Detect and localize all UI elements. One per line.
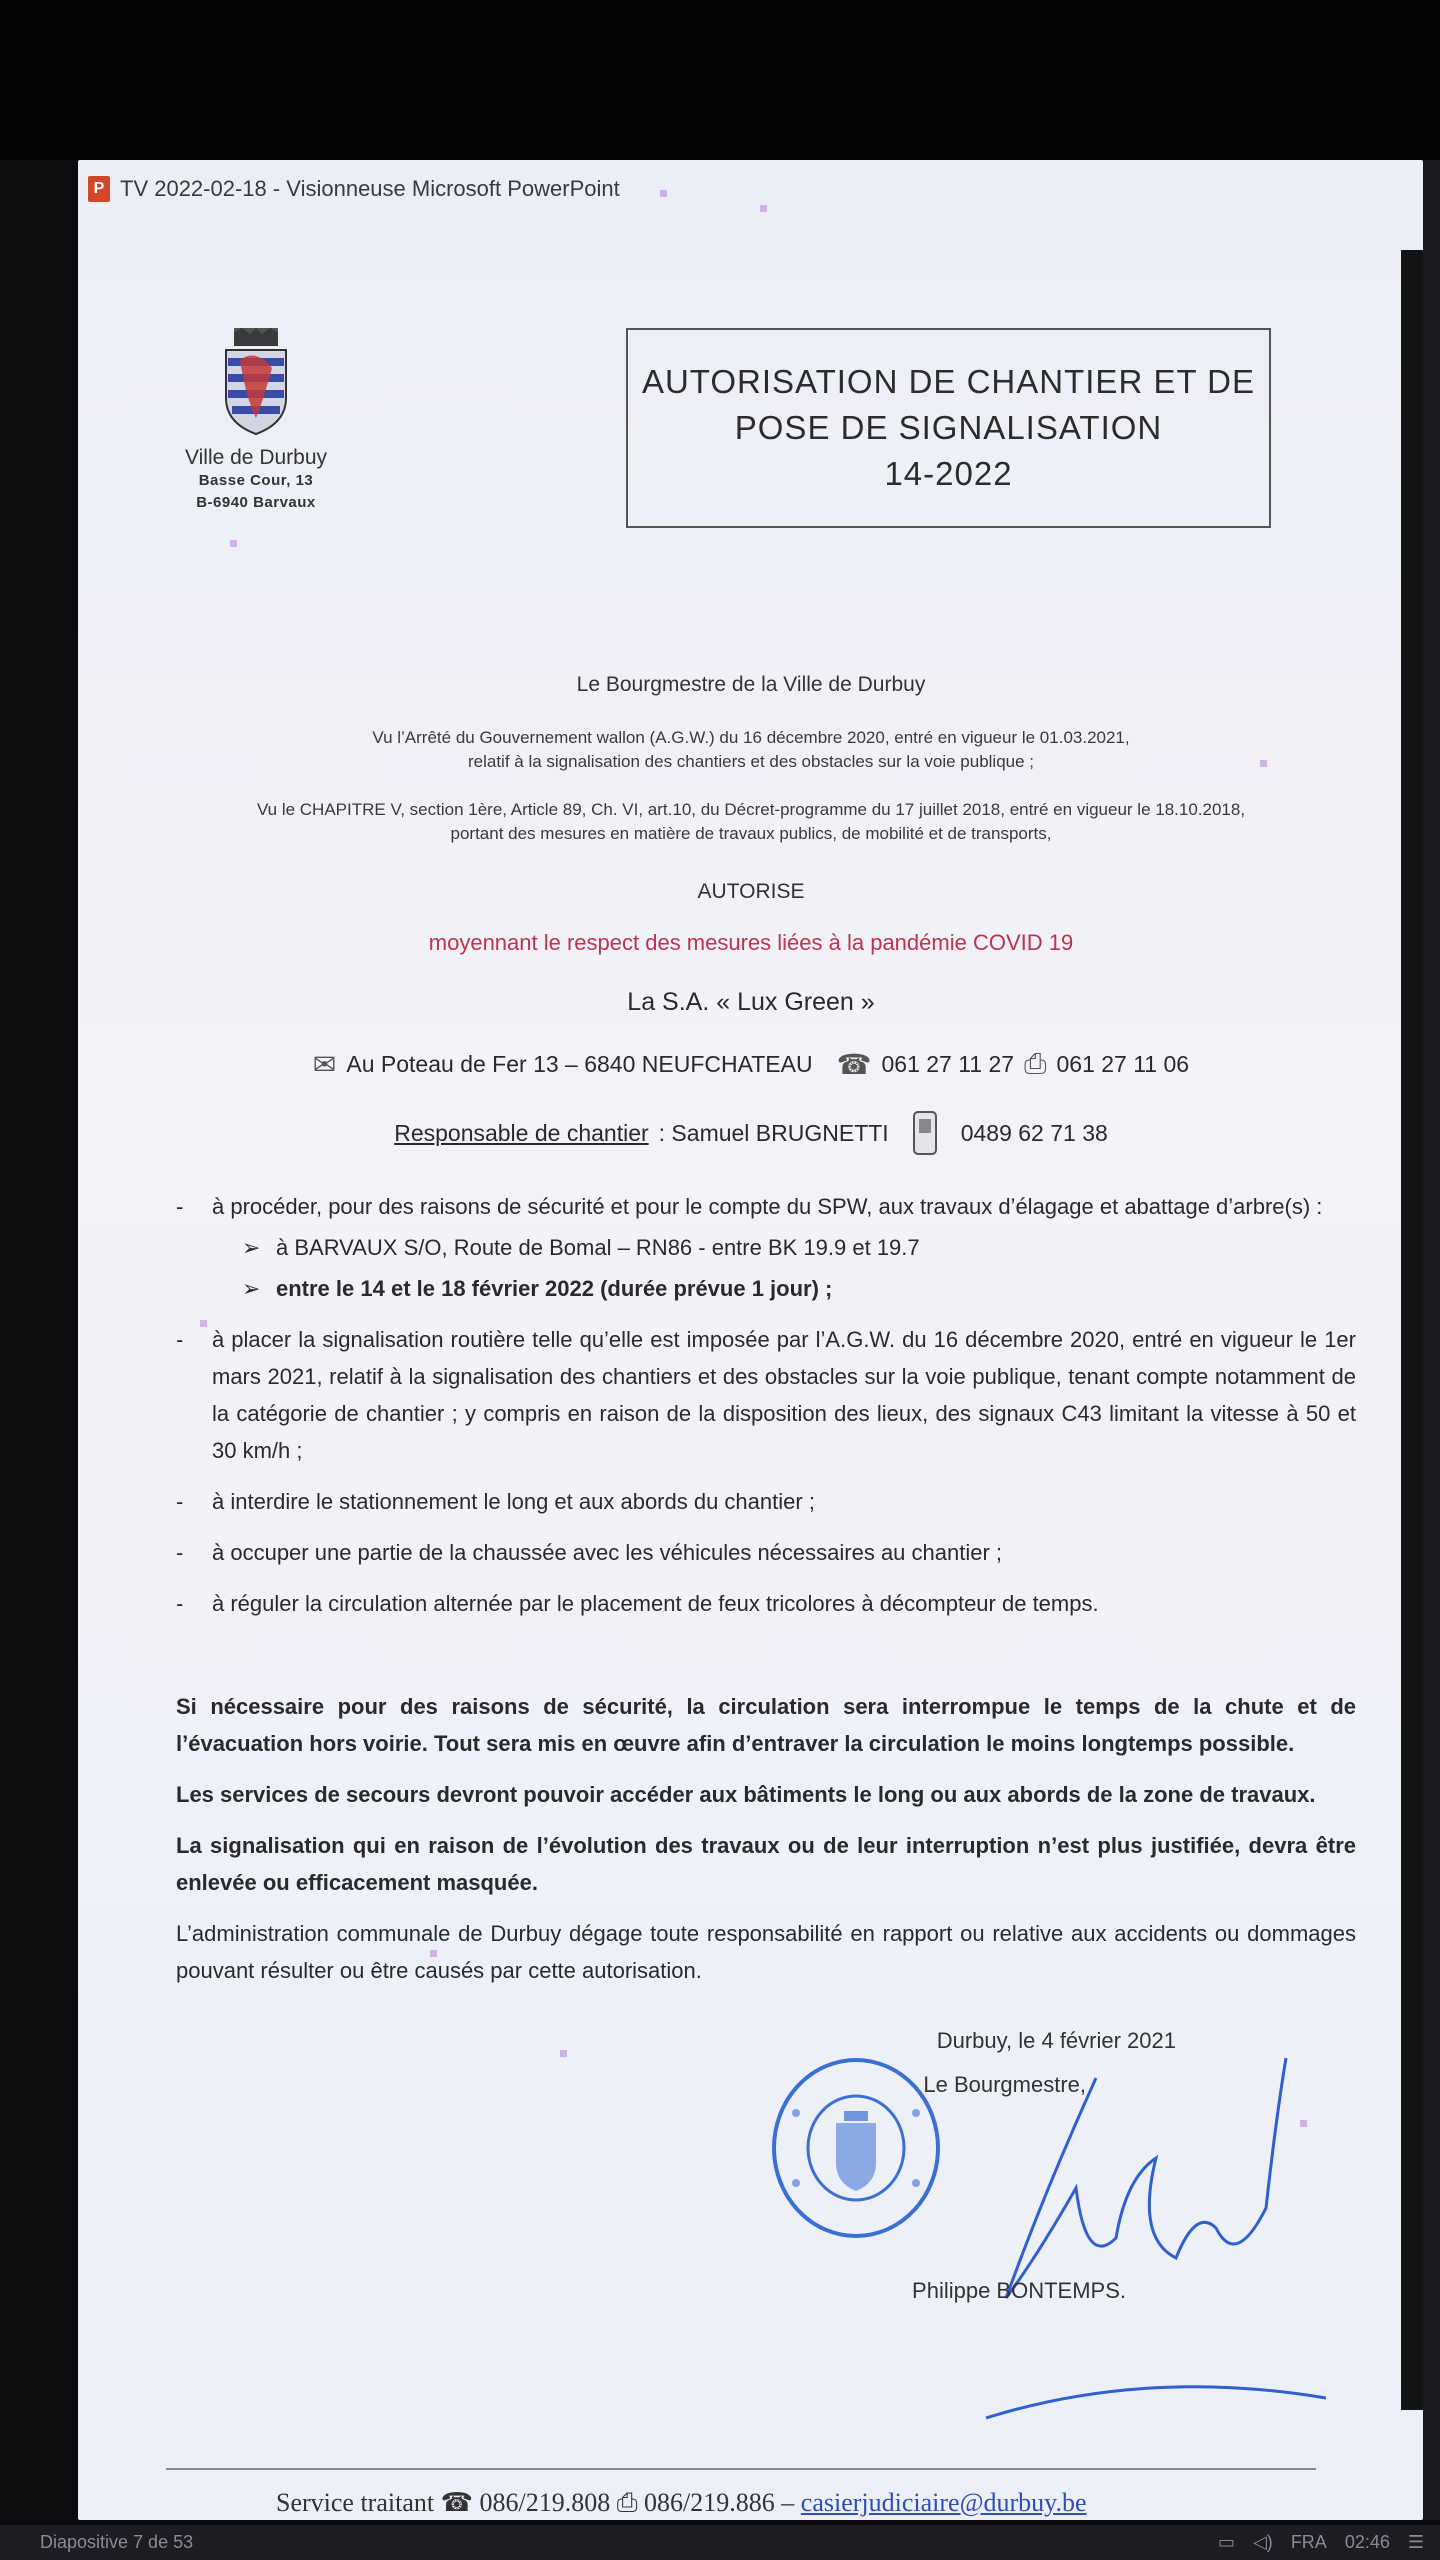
- item-dates-text: entre le 14 et le 18 février 2022 (durée prévue 1 jour) ;: [276, 1276, 833, 1301]
- site-manager: [106, 1111, 1396, 1155]
- signature-role: Le Bourgmestre,: [923, 2072, 1086, 2097]
- item-pruning-works: [176, 1188, 1356, 1225]
- fax-icon: ⎙: [616, 2488, 645, 2517]
- window-title: TV 2022-02-18 - Visionneuse Microsoft PowerPoint: [120, 176, 620, 201]
- screen-artifact: [230, 540, 237, 547]
- company-phone: 061 27 11 27: [881, 1051, 1015, 1077]
- issuer: Le Bourgmestre de la Ville de Durbuy: [576, 673, 926, 696]
- footer-fax: 086/219.886: [644, 2488, 775, 2517]
- item-traffic-lights: [176, 1585, 1356, 1622]
- handwritten-signature: [966, 2038, 1326, 2428]
- item-location: [176, 1229, 1356, 1266]
- covid-notice: moyennant le respect des mesures liées à la pandémie COVID 19: [428, 930, 1074, 955]
- company-fax: 061 27 11 06: [1056, 1051, 1190, 1077]
- footer-phone: 086/219.808: [479, 2488, 611, 2517]
- screen-artifact: [430, 1950, 437, 1957]
- screen-artifact: [660, 190, 667, 197]
- company-address: Au Poteau de Fer 13 – 6840 NEUFCHATEAU: [346, 1051, 813, 1077]
- signatory-name: Philippe BONTEMPS.: [912, 2278, 1126, 2303]
- signature-block: [766, 2028, 1326, 2458]
- address-line-2: B-6940 Barvaux: [196, 494, 316, 511]
- item-location-text: à BARVAUX S/O, Route de Bomal – RN86 - entre BK 19.9 et 19.7: [276, 1235, 920, 1260]
- fax-icon: ⎙: [1024, 1048, 1047, 1079]
- document-title-box: [626, 328, 1271, 528]
- system-tray: [1218, 2532, 1424, 2553]
- network-icon[interactable]: ▭: [1217, 2532, 1235, 2552]
- screen-artifact: [1300, 2120, 1307, 2127]
- footer-divider: [166, 2468, 1316, 2470]
- site-manager-mobile: 0489 62 71 38: [960, 1119, 1108, 1146]
- note-liability: L’administration communale de Durbuy dégage toute responsabilité en rapport ou relative aux accidents ou dommages pouvant résulter ou être causés par cette autorisation.: [176, 1921, 1356, 1983]
- city-name: Ville de Durbuy: [184, 446, 328, 469]
- signature-date: Durbuy, le 4 février 2021: [936, 2028, 1176, 2053]
- envelope-icon: ✉: [312, 1049, 337, 1080]
- letterhead: [166, 328, 346, 514]
- title-line-3: 14-2022: [884, 455, 1013, 492]
- window-titlebar[interactable]: [78, 160, 1423, 218]
- legal-reference-1-line1: Vu l’Arrêté du Gouvernement wallon (A.G.W.) du 16 décembre 2020, entré en vigueur le 01.03.2021,: [372, 728, 1130, 747]
- item-signage-text: à placer la signalisation routière telle qu’elle est imposée par l’A.G.W. du 16 décembre 2020, entré en vigueur le 1er mars 2021, relatif à la signalisation des chantiers et des obstacles sur la voie publique, tenant compte notamment de la catégorie de chantier ; y compris en raison de la disposition des lieux, des signaux C43 limitant la vitesse à 50 et 30 km/h ;: [212, 1327, 1356, 1463]
- footer-label: Service traitant: [276, 2488, 435, 2517]
- note-emergency-access: Les services de secours devront pouvoir accéder aux bâtiments le long ou aux abords de la zone de travaux.: [176, 1782, 1316, 1807]
- notes: [176, 1688, 1356, 1989]
- screen-artifact: [560, 2050, 567, 2057]
- item-parking-ban: [176, 1483, 1356, 1520]
- footer-email-link[interactable]: casierjudiciaire@durbuy.be: [800, 2488, 1087, 2517]
- legal-reference-1-line2: relatif à la signalisation des chantiers et des obstacles sur la voie publique ;: [467, 752, 1035, 771]
- telephone-icon: ☎: [440, 2488, 480, 2517]
- item-traffic-lights-text: à réguler la circulation alternée par le placement de feux tricolores à décompteur de temps.: [212, 1591, 1099, 1616]
- legal-reference-2-line1: Vu le CHAPITRE V, section 1ère, Article 89, Ch. VI, art.10, du Décret-programme du 17 juillet 2018, entré en vigueur le 18.10.2018,: [256, 800, 1246, 819]
- screen-artifact: [760, 205, 767, 212]
- notification-icon[interactable]: ☰: [1407, 2532, 1424, 2552]
- powerpoint-viewer-window: [78, 160, 1423, 2520]
- footer-separator: –: [781, 2488, 801, 2517]
- powerpoint-icon: P: [88, 176, 110, 202]
- item-pruning-works-text: à procéder, pour des raisons de sécurité et pour le compte du SPW, aux travaux d’élagage et abattage d’arbre(s) :: [212, 1194, 1323, 1219]
- telephone-icon: ☎: [836, 1049, 872, 1080]
- legal-reference-2: [106, 798, 1396, 846]
- company-contact: [106, 1048, 1396, 1081]
- item-road-occupation-text: à occuper une partie de la chaussée avec les véhicules nécessaires au chantier ;: [212, 1540, 1003, 1565]
- municipal-seal-stamp: [766, 2053, 946, 2243]
- item-signage: [176, 1321, 1356, 1469]
- volume-icon[interactable]: ◁): [1252, 2532, 1273, 2552]
- legal-reference-1: [106, 726, 1396, 774]
- item-parking-ban-text: à interdire le stationnement le long et aux abords du chantier ;: [212, 1489, 815, 1514]
- durbuy-crest-icon: [216, 328, 296, 438]
- legal-reference-2-line2: portant des mesures en matière de travaux publics, de mobilité et de transports,: [450, 824, 1052, 843]
- site-manager-name: : Samuel BRUGNETTI: [658, 1119, 889, 1146]
- language-indicator[interactable]: FRA: [1290, 2532, 1327, 2552]
- slide-counter: Diapositive 7 de 53: [40, 2532, 194, 2552]
- company-name: La S.A. « Lux Green »: [627, 988, 875, 1016]
- mobile-phone-icon: [913, 1111, 937, 1155]
- note-signage-removal: La signalisation qui en raison de l’évolution des travaux ou de leur interruption n’est plus justifiée, devra être enlevée ou efficacement masquée.: [176, 1833, 1356, 1895]
- screen-artifact: [200, 1320, 207, 1327]
- slide-document: [106, 218, 1396, 2517]
- address-line-1: Basse Cour, 13: [198, 472, 314, 489]
- clock[interactable]: 02:46: [1344, 2532, 1390, 2552]
- status-bar: [0, 2525, 1440, 2560]
- item-road-occupation: [176, 1534, 1356, 1571]
- site-manager-label: Responsable de chantier: [394, 1119, 649, 1146]
- title-line-1: AUTORISATION DE CHANTIER ET DE: [641, 363, 1256, 400]
- authorise-heading: AUTORISE: [697, 880, 805, 903]
- vertical-scrollbar[interactable]: [1401, 250, 1423, 2410]
- item-dates: [176, 1270, 1356, 1307]
- title-line-2: POSE DE SIGNALISATION: [734, 409, 1163, 446]
- authorisation-items: [176, 1188, 1356, 1622]
- background-top: [0, 0, 1440, 160]
- note-interruption: Si nécessaire pour des raisons de sécurité, la circulation sera interrompue le temps de la chute et de l’évacuation hors voirie. Tout sera mis en œuvre afin d’entraver la circulation le moins longtemps possible.: [176, 1694, 1356, 1756]
- screen-artifact: [1260, 760, 1267, 767]
- footer: [276, 2488, 1087, 2519]
